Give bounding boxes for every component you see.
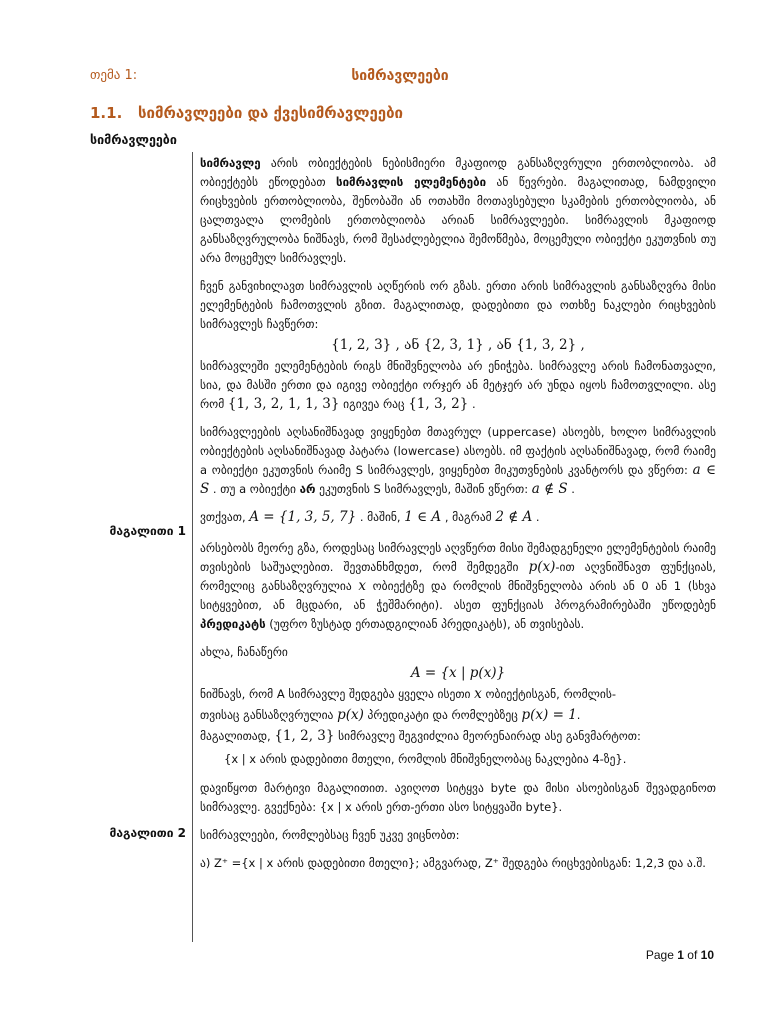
- math-enumeration: {1, 2, 3} , ან {2, 3, 1} , ან {1, 3, 2} ,: [331, 337, 585, 353]
- paragraph-predicate: არსებობს მეორე გზა, როდესაც სიმრავლეს აღვწერთ მისი შემადგენელი ელემენტების რაიმე თვისების საშუალებით. შევთანხმდეთ, რომ შემდეგში p(x)-ით აღვნიშნავთ ფუნქციას, რომელიც განსაზღვრულია x ობიექტზე და რომლის მნიშვნელობა არის ან 0 ან 1 (სხვა სიტყვებით, ან მცდარი, ან ჭეშმარიტი). ასეთ ფუნქციას პროგრამირებაში უწოდებენ პრედიკატს (უფრო ზუსტად ერთადგილიან პრედიკატს), ან თვისებას.: [200, 541, 716, 631]
- paragraph-means: ნიშნავს, რომ A სიმრავლე შედგება ყველა ისეთი x ობიექტისგან, რომლის-: [200, 686, 617, 702]
- paragraph-description-ways: ჩვენ განვიხილავთ სიმრავლის აღწერის ორ გზას. ერთი არის სიმრავლის განსაზღვრა მისი ელემენტების ჩამოთვლის გზით. მაგალითად, დადებითი და ოთხზე ნაკლები რიცხვების სიმრავლეს ჩავწერთ:: [200, 279, 716, 331]
- page-number: 1: [677, 948, 684, 962]
- paragraph-order: სიმრავლეში ელემენტების რიგს მნიშვნელობა არ ენიჭება. სიმრავლე არის ჩამონათვალი, სია, და მასში ერთი და იგივე ობიექტი ორჯერ ან მეტჯერ არ უნდა იყოს ჩამოთვლილი. ასე რომ {1, 3, 2, 1, 1, 3} იგივეა რაც {1, 3, 2} .: [200, 359, 716, 412]
- section-heading: [90, 104, 403, 122]
- example-1-body: ვთქვათ, A = {1, 3, 5, 7} . მაშინ, 1 ∈ A , მაგრამ 2 ∉ A .: [200, 509, 540, 525]
- subsection-title: სიმრავლეები: [90, 132, 177, 147]
- paragraph-for-example: მაგალითად, {1, 2, 3} სიმრავლე შეგვიძლია მეორენაირად ასე განვმარტოთ:: [200, 728, 641, 744]
- term-set-elements: სიმრავლის ელემენტები: [336, 175, 487, 189]
- section-number: 1.1.: [90, 104, 123, 122]
- page-footer: [646, 948, 714, 962]
- list-item-a: ა) Z⁺ ={x | x არის დადებითი მთელი}; ამგვარად, Z⁺ შედგება რიცხვებისგან: 1,2,3 და ა.შ.: [200, 856, 706, 870]
- topic-label: თემა 1:: [90, 68, 138, 83]
- term-set: სიმრავლე: [200, 156, 261, 170]
- chapter-title: სიმრავლეები: [351, 68, 449, 84]
- margin-divider: [192, 152, 193, 942]
- math-set-builder: A = {x | p(x)}: [410, 665, 506, 681]
- paragraph-set-rule: {x | x არის დადებითი მთელი, რომლის მნიშვნელობაც ნაკლებია 4-ზე}.: [224, 752, 627, 766]
- section-title: სიმრავლეები და ქვესიმრავლეები: [138, 104, 403, 122]
- of-word: of: [687, 948, 698, 962]
- example-1-label: მაგალითი 1: [109, 524, 186, 538]
- paragraph-known-sets: სიმრავლეები, რომლებსაც ჩვენ უკვე ვიცნობთ:: [200, 828, 460, 842]
- paragraph-definition: სიმრავლე არის ობიექტების ნებისმიერი მკაფიოდ განსაზღვრული ერთობლიობა. ამ ობიექტებს ეწოდებათ სიმრავლის ელემენტები ან წევრები. მაგალითად, ნამდვილი რიცხვების ერთობლიობა, შენობაში ან ოთახში მოთავსებული სკამების ერთობლიობა, ან ცალთვალა ლომების ერთობლიობა არიან სიმრავლეები. სიმრავლის მკაფიოდ განსაზღვრულობა ნიშნავს, რომ შესაძლებელია შემოწმება, მოცემული ობიექტი ეკუთვნის თუ არა მოცემულ სიმრავლეს.: [200, 156, 716, 265]
- paragraph-now: ახლა, ჩანაწერი: [200, 645, 288, 659]
- page-word: Page: [645, 948, 674, 962]
- paragraph-notation: სიმრავლეების აღსანიშნავად ვიყენებთ მთავრულ (uppercase) ასოებს, ხოლო სიმრავლის ობიექტების აღსანიშნავად პატარა (lowercase) ასოებს. იმ ფაქტის აღსანიშნავად, რომ რაიმე a ობიექტი ეკუთვნის რაიმე S სიმრავლეს, ვიყენებთ მიკუთვნების კვანტორს და ვწერთ: a ∈ S . თუ a ობიექტი არ ეკუთვნის S სიმრავლეს, მაშინ ვწერთ: a ∉ S .: [200, 425, 716, 497]
- example-2-body: დავიწყოთ მარტივი მაგალითით. ავიღოთ სიტყვა byte და მისი ასოებისგან შევადგინოთ სიმრავლე. გვექნება: {x | x არის ერთ-ერთი ასო სიტყვაში byte}.: [200, 781, 716, 814]
- main-content: [200, 154, 716, 882]
- paragraph-defined: თვისაც განსაზღვრულია p(x) პრედიკატი და რომლებზეც p(x) = 1.: [200, 707, 581, 723]
- page-total: 10: [700, 948, 714, 962]
- example-2-label: მაგალითი 2: [109, 826, 186, 840]
